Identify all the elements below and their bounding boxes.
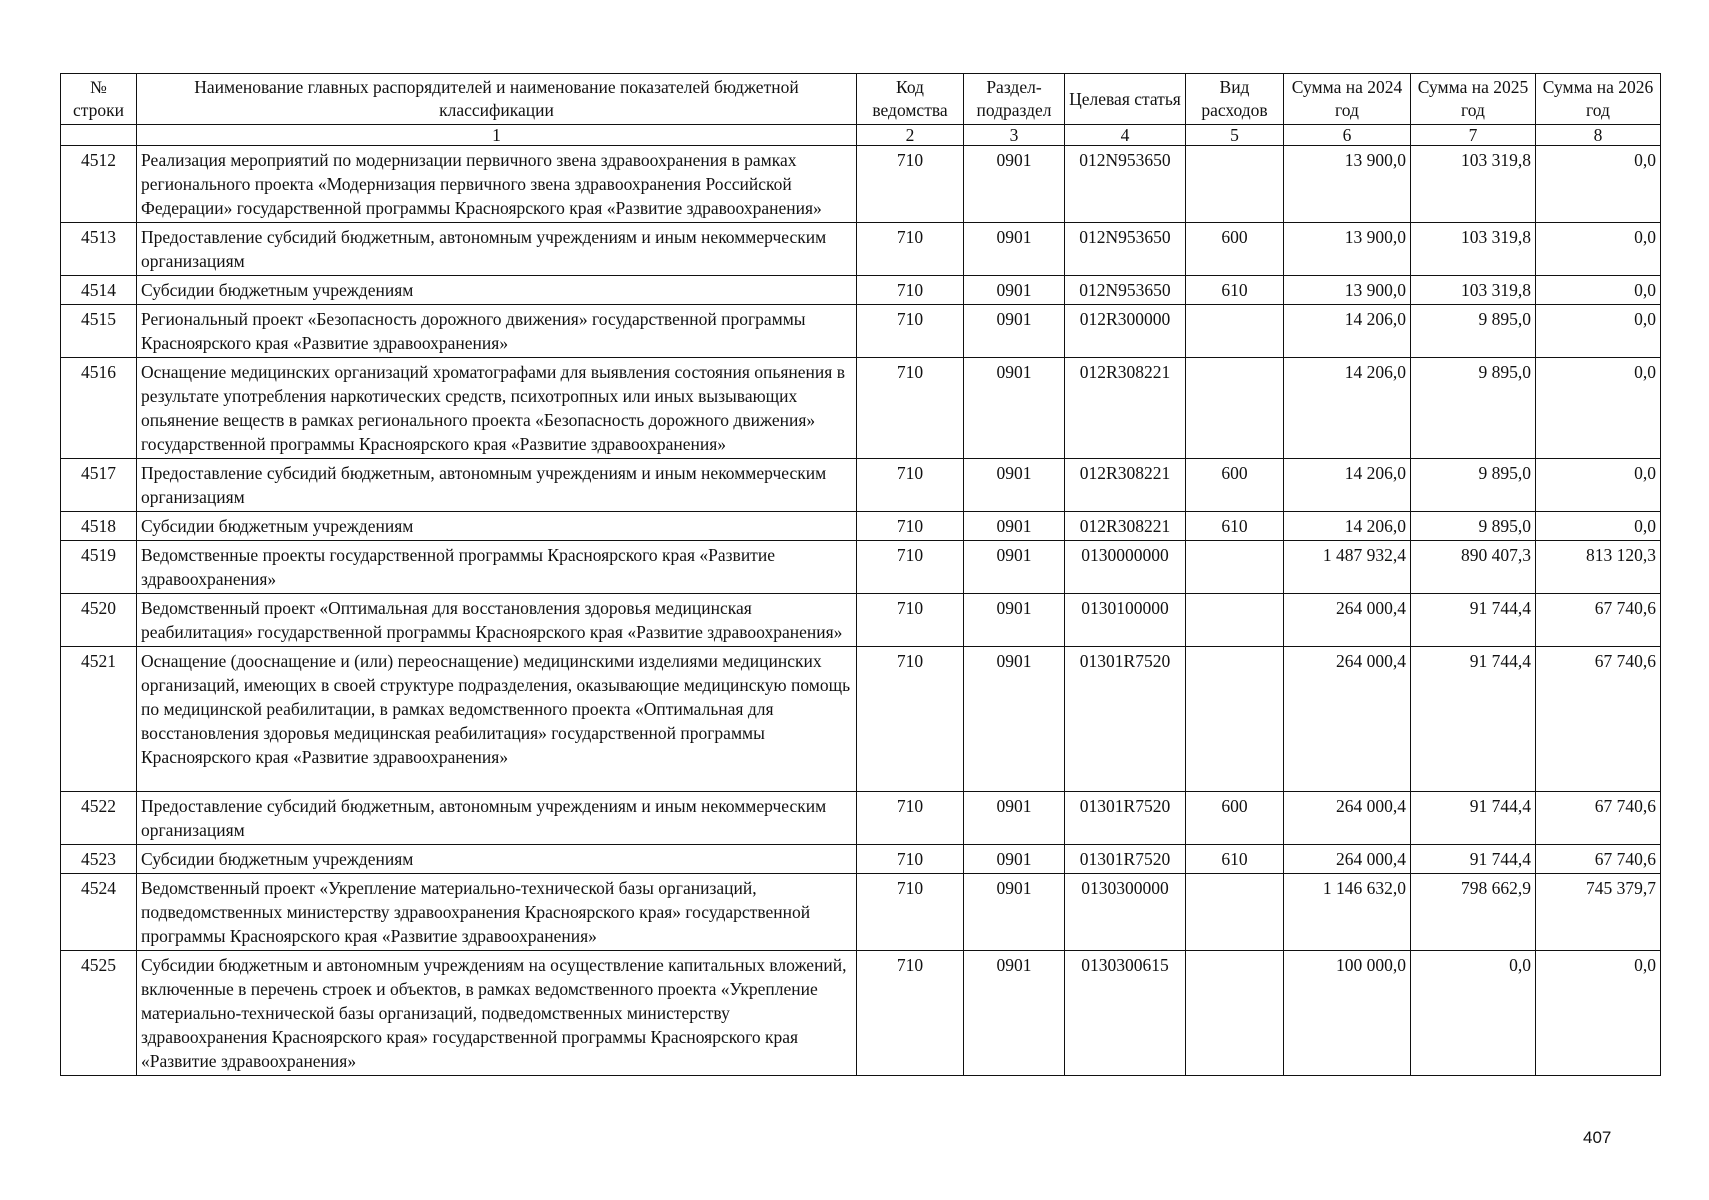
row-name-cell: Субсидии бюджетным и автономным учреждениям на осуществление капитальных вложений, включенные в перечень строек и объектов, в рамках ведомственного проекта «Укрепление материально-технической базы организаций, подведомственных министерству здравоохранения Красноярского края» государственной программы Красноярского края «Развитие здравоохранения» [137,951,857,1076]
target-article-cell: 012R308221 [1065,512,1186,541]
column-number: 8 [1536,125,1661,146]
section-code-cell: 0901 [964,276,1065,305]
header-dept: Код ведомства [857,74,964,125]
dept-code-cell: 710 [857,594,964,647]
section-code-cell: 0901 [964,459,1065,512]
target-article-cell: 01301R7520 [1065,845,1186,874]
table-row [61,647,1661,792]
header-section: Раздел-подраздел [964,74,1065,125]
expense-type-cell: 600 [1186,223,1284,276]
sum-2024-cell: 1 146 632,0 [1284,874,1411,951]
column-number: 7 [1411,125,1536,146]
sum-2024-cell: 264 000,4 [1284,594,1411,647]
expense-type-cell: 610 [1186,512,1284,541]
section-code-cell: 0901 [964,305,1065,358]
sum-2024-cell: 13 900,0 [1284,276,1411,305]
sum-2025-cell: 91 744,4 [1411,594,1536,647]
sum-2026-cell: 67 740,6 [1536,792,1661,845]
target-article-cell: 0130100000 [1065,594,1186,647]
header-target: Целевая статья [1065,74,1186,125]
sum-2025-cell: 9 895,0 [1411,358,1536,459]
table-row [61,594,1661,647]
sum-2024-cell: 264 000,4 [1284,845,1411,874]
header-row-no: № строки [61,74,137,125]
dept-code-cell: 710 [857,305,964,358]
row-number-cell: 4514 [61,276,137,305]
sum-2026-cell: 745 379,7 [1536,874,1661,951]
page-number: 407 [1583,1128,1612,1147]
expense-type-cell [1186,541,1284,594]
sum-2026-cell: 67 740,6 [1536,647,1661,792]
section-code-cell: 0901 [964,512,1065,541]
sum-2026-cell: 0,0 [1536,459,1661,512]
expense-type-cell: 610 [1186,276,1284,305]
target-article-cell: 0130300615 [1065,951,1186,1076]
table-row [61,792,1661,845]
row-name-cell: Субсидии бюджетным учреждениям [137,276,857,305]
section-code-cell: 0901 [964,845,1065,874]
sum-2024-cell: 13 900,0 [1284,223,1411,276]
sum-2025-cell: 0,0 [1411,951,1536,1076]
target-article-cell: 0130300000 [1065,874,1186,951]
row-number-cell: 4513 [61,223,137,276]
row-name-cell: Оснащение (дооснащение и (или) переоснащение) медицинскими изделиями медицинских организаций, имеющих в своей структуре подразделения, оказывающие медицинскую помощь по медицинской реабилитации, в рамках ведомственного проекта «Оптимальная для восстановления здоровья медицинская реабилитация» государственной программы Красноярского края «Развитие здравоохранения» [137,647,857,792]
row-number-cell: 4522 [61,792,137,845]
column-number: 2 [857,125,964,146]
column-number-blank [61,125,137,146]
sum-2024-cell: 14 206,0 [1284,459,1411,512]
sum-2026-cell: 0,0 [1536,276,1661,305]
table-row [61,146,1661,223]
sum-2024-cell: 100 000,0 [1284,951,1411,1076]
table-row [61,276,1661,305]
expense-type-cell: 600 [1186,792,1284,845]
target-article-cell: 01301R7520 [1065,792,1186,845]
row-name-cell: Ведомственные проекты государственной программы Красноярского края «Развитие здравоохранения» [137,541,857,594]
sum-2025-cell: 890 407,3 [1411,541,1536,594]
expense-type-cell [1186,305,1284,358]
header-row [61,74,1661,125]
dept-code-cell: 710 [857,512,964,541]
row-number-cell: 4521 [61,647,137,792]
section-code-cell: 0901 [964,874,1065,951]
section-code-cell: 0901 [964,541,1065,594]
target-article-cell: 012N953650 [1065,223,1186,276]
dept-code-cell: 710 [857,276,964,305]
sum-2024-cell: 264 000,4 [1284,792,1411,845]
dept-code-cell: 710 [857,951,964,1076]
expense-type-cell [1186,951,1284,1076]
section-code-cell: 0901 [964,223,1065,276]
section-code-cell: 0901 [964,647,1065,792]
section-code-cell: 0901 [964,358,1065,459]
sum-2026-cell: 0,0 [1536,512,1661,541]
target-article-cell: 012R300000 [1065,305,1186,358]
row-number-cell: 4519 [61,541,137,594]
target-article-cell: 012R308221 [1065,358,1186,459]
row-number-cell: 4525 [61,951,137,1076]
sum-2026-cell: 813 120,3 [1536,541,1661,594]
header-name: Наименование главных распорядителей и наименование показателей бюджетной классификации [137,74,857,125]
sum-2026-cell: 0,0 [1536,305,1661,358]
header-sum-2025: Сумма на 2025 год [1411,74,1536,125]
section-code-cell: 0901 [964,146,1065,223]
target-article-cell: 0130000000 [1065,541,1186,594]
row-name-cell: Предоставление субсидий бюджетным, автономным учреждениям и иным некоммерческим организациям [137,459,857,512]
column-number: 6 [1284,125,1411,146]
row-number-cell: 4512 [61,146,137,223]
sum-2024-cell: 13 900,0 [1284,146,1411,223]
column-number: 4 [1065,125,1186,146]
sum-2026-cell: 0,0 [1536,223,1661,276]
target-article-cell: 012R308221 [1065,459,1186,512]
dept-code-cell: 710 [857,223,964,276]
column-number: 5 [1186,125,1284,146]
row-number-cell: 4515 [61,305,137,358]
sum-2026-cell: 0,0 [1536,146,1661,223]
row-name-cell: Ведомственный проект «Оптимальная для восстановления здоровья медицинская реабилитация» государственной программы Красноярского края «Развитие здравоохранения» [137,594,857,647]
sum-2024-cell: 14 206,0 [1284,512,1411,541]
table-row [61,845,1661,874]
sum-2025-cell: 9 895,0 [1411,305,1536,358]
header-sum-2026: Сумма на 2026 год [1536,74,1661,125]
table-row [61,874,1661,951]
row-number-cell: 4518 [61,512,137,541]
expense-type-cell [1186,146,1284,223]
row-number-cell: 4523 [61,845,137,874]
dept-code-cell: 710 [857,459,964,512]
sum-2026-cell: 67 740,6 [1536,845,1661,874]
sum-2025-cell: 798 662,9 [1411,874,1536,951]
expense-type-cell: 600 [1186,459,1284,512]
column-number: 3 [964,125,1065,146]
sum-2026-cell: 0,0 [1536,358,1661,459]
dept-code-cell: 710 [857,647,964,792]
row-name-cell: Реализация мероприятий по модернизации первичного звена здравоохранения в рамках регионального проекта «Модернизация первичного звена здравоохранения Российской Федерации» государственной программы Красноярского края «Развитие здравоохранения» [137,146,857,223]
column-number-row [61,125,1661,146]
budget-table [60,73,1661,1076]
dept-code-cell: 710 [857,792,964,845]
row-name-cell: Субсидии бюджетным учреждениям [137,512,857,541]
table-row [61,951,1661,1076]
sum-2025-cell: 91 744,4 [1411,792,1536,845]
expense-type-cell [1186,358,1284,459]
target-article-cell: 012N953650 [1065,146,1186,223]
header-exp-type: Вид расходов [1186,74,1284,125]
sum-2024-cell: 264 000,4 [1284,647,1411,792]
sum-2024-cell: 14 206,0 [1284,358,1411,459]
table-row [61,358,1661,459]
dept-code-cell: 710 [857,358,964,459]
header-sum-2024: Сумма на 2024 год [1284,74,1411,125]
column-number: 1 [137,125,857,146]
target-article-cell: 01301R7520 [1065,647,1186,792]
sum-2025-cell: 91 744,4 [1411,647,1536,792]
sum-2024-cell: 14 206,0 [1284,305,1411,358]
row-number-cell: 4516 [61,358,137,459]
sum-2025-cell: 91 744,4 [1411,845,1536,874]
dept-code-cell: 710 [857,146,964,223]
sum-2024-cell: 1 487 932,4 [1284,541,1411,594]
section-code-cell: 0901 [964,594,1065,647]
expense-type-cell [1186,594,1284,647]
row-name-cell: Региональный проект «Безопасность дорожного движения» государственной программы Красноярского края «Развитие здравоохранения» [137,305,857,358]
expense-type-cell [1186,647,1284,792]
section-code-cell: 0901 [964,792,1065,845]
expense-type-cell: 610 [1186,845,1284,874]
sum-2025-cell: 103 319,8 [1411,223,1536,276]
sum-2025-cell: 9 895,0 [1411,459,1536,512]
sum-2025-cell: 9 895,0 [1411,512,1536,541]
sum-2025-cell: 103 319,8 [1411,146,1536,223]
dept-code-cell: 710 [857,874,964,951]
dept-code-cell: 710 [857,541,964,594]
row-name-cell: Субсидии бюджетным учреждениям [137,845,857,874]
row-name-cell: Оснащение медицинских организаций хроматографами для выявления состояния опьянения в результате употребления наркотических средств, психотропных или иных вызывающих опьянение веществ в рамках регионального проекта «Безопасность дорожного движения» государственной программы Красноярского края «Развитие здравоохранения» [137,358,857,459]
table-row [61,512,1661,541]
row-number-cell: 4520 [61,594,137,647]
table-row [61,305,1661,358]
sum-2025-cell: 103 319,8 [1411,276,1536,305]
row-number-cell: 4524 [61,874,137,951]
expense-type-cell [1186,874,1284,951]
row-name-cell: Предоставление субсидий бюджетным, автономным учреждениям и иным некоммерческим организациям [137,792,857,845]
table-row [61,541,1661,594]
row-name-cell: Предоставление субсидий бюджетным, автономным учреждениям и иным некоммерческим организациям [137,223,857,276]
table-row [61,459,1661,512]
table-row [61,223,1661,276]
dept-code-cell: 710 [857,845,964,874]
target-article-cell: 012N953650 [1065,276,1186,305]
sum-2026-cell: 67 740,6 [1536,594,1661,647]
row-number-cell: 4517 [61,459,137,512]
row-name-cell: Ведомственный проект «Укрепление материально-технической базы организаций, подведомственных министерству здравоохранения Красноярского края» государственной программы Красноярского края «Развитие здравоохранения» [137,874,857,951]
sum-2026-cell: 0,0 [1536,951,1661,1076]
section-code-cell: 0901 [964,951,1065,1076]
